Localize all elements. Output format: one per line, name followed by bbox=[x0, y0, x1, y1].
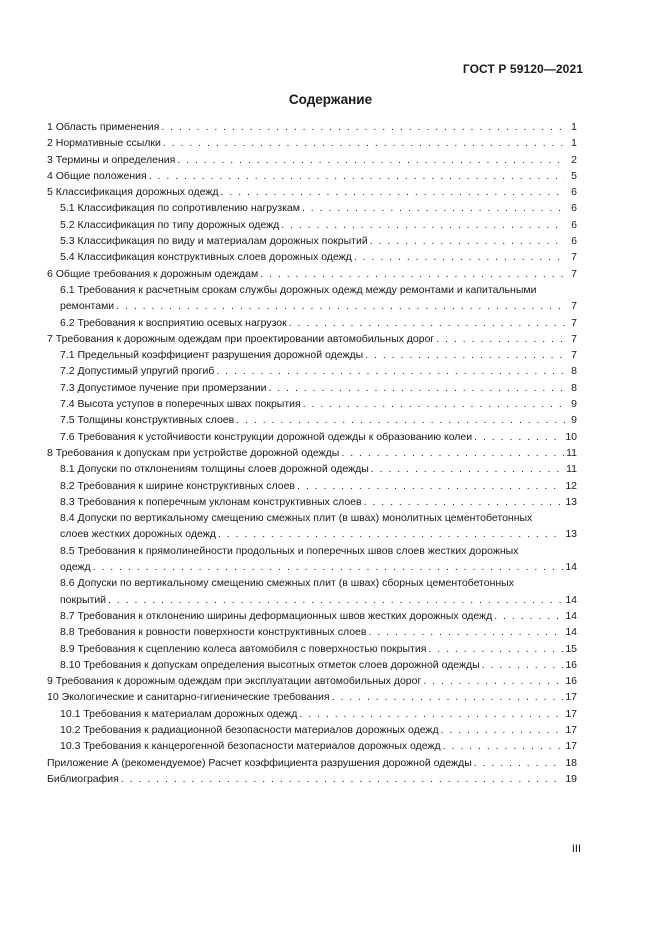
toc-entry-page: 14 bbox=[565, 593, 577, 606]
table-of-contents bbox=[47, 119, 577, 787]
toc-entry[interactable] bbox=[47, 771, 577, 787]
toc-entry-label-first-line: 8.6 Допуски по вертикальному смещению смежных плит (в швах) сборных цементобетонных bbox=[60, 577, 514, 590]
toc-entry[interactable] bbox=[47, 168, 577, 184]
toc-entry-label: 3 Термины и определения bbox=[47, 153, 176, 166]
toc-entry-page: 6 bbox=[571, 186, 577, 199]
toc-entry-page: 18 bbox=[565, 756, 577, 769]
toc-entry[interactable] bbox=[47, 445, 577, 461]
dot-leader bbox=[163, 135, 565, 151]
toc-entry-page: 17 bbox=[565, 707, 577, 720]
toc-entry[interactable] bbox=[47, 315, 577, 331]
dot-leader bbox=[108, 592, 563, 608]
toc-entry-label: 1 Область применения bbox=[47, 121, 160, 133]
dot-leader bbox=[364, 494, 564, 510]
toc-entry-label: Приложение А (рекомендуемое) Расчет коэффициента разрушения дорожной одежды bbox=[47, 756, 472, 769]
toc-entry-page: 17 bbox=[565, 691, 577, 704]
toc-entry-label-first-line: 6.1 Требования к расчетным срокам службы дорожных одежд между ремонтами и капитальными bbox=[60, 283, 537, 296]
dot-leader bbox=[289, 315, 565, 331]
toc-entry-label: 5.4 Классификация конструктивных слоев дорожных одежд bbox=[60, 251, 352, 264]
toc-entry-page: 6 bbox=[571, 218, 577, 231]
toc-entry[interactable] bbox=[47, 233, 577, 249]
toc-entry-page: 6 bbox=[571, 235, 577, 248]
dot-leader bbox=[368, 624, 563, 640]
toc-entry-label: 5.3 Классификация по виду и материалам дорожных покрытий bbox=[60, 235, 368, 248]
toc-entry-label: 7.5 Толщины конструктивных слоев bbox=[60, 414, 235, 427]
toc-entry-label: 8.1 Допуски по отклонениям толщины слоев дорожной одежды bbox=[60, 463, 369, 476]
toc-entry[interactable] bbox=[47, 412, 577, 428]
toc-entry-label: 8.3 Требования к поперечным уклонам конструктивных слоев bbox=[60, 495, 362, 508]
toc-entry-label: 8 Требования к допускам при устройстве дорожной одежды bbox=[47, 446, 340, 459]
toc-entry-label-first-line: 8.4 Допуски по вертикальному смещению смежных плит (в швах) монолитных цементобетонных bbox=[60, 512, 533, 525]
toc-entry[interactable] bbox=[47, 641, 577, 657]
toc-entry[interactable] bbox=[47, 755, 577, 771]
toc-entry-page: 1 bbox=[571, 137, 577, 150]
toc-entry-page: 6 bbox=[571, 202, 577, 215]
dot-leader bbox=[443, 738, 564, 754]
toc-entry[interactable] bbox=[47, 478, 577, 494]
toc-entry[interactable] bbox=[47, 331, 577, 347]
toc-entry-page: 1 bbox=[571, 121, 577, 133]
toc-entry[interactable] bbox=[47, 689, 577, 705]
toc-entry[interactable] bbox=[47, 722, 577, 738]
toc-entry-page: 11 bbox=[566, 446, 577, 459]
toc-entry-page: 11 bbox=[566, 463, 577, 476]
dot-leader bbox=[281, 217, 565, 233]
dot-leader bbox=[303, 396, 565, 412]
dot-leader bbox=[116, 298, 565, 314]
toc-entry-label: 7.6 Требования к устойчивости конструкции дорожной одежды к образованию колеи bbox=[60, 430, 473, 443]
toc-entry-label: 8.2 Требования к ширине конструктивных слоев bbox=[60, 479, 295, 492]
toc-entry[interactable] bbox=[47, 706, 577, 722]
document-code: ГОСТ Р 59120—2021 bbox=[462, 62, 583, 76]
toc-entry-page: 13 bbox=[565, 528, 577, 541]
toc-entry-page: 17 bbox=[565, 740, 577, 753]
toc-entry-page: 7 bbox=[571, 251, 577, 264]
toc-entry[interactable] bbox=[47, 217, 577, 233]
toc-entry-page: 8 bbox=[571, 365, 577, 378]
dot-leader bbox=[121, 771, 563, 787]
page-number: III bbox=[571, 843, 581, 855]
dot-leader bbox=[482, 657, 564, 673]
toc-entry[interactable] bbox=[47, 266, 577, 282]
toc-entry-label: 5.1 Классификация по сопротивлению нагрузкам bbox=[60, 202, 300, 215]
toc-entry-page: 9 bbox=[571, 398, 577, 411]
dot-leader bbox=[341, 445, 564, 461]
dot-leader bbox=[260, 266, 565, 282]
toc-entry-label: 5 Классификация дорожных одежд bbox=[47, 186, 219, 199]
toc-entry-label: 7.4 Высота уступов в поперечных швах покрытия bbox=[60, 398, 301, 411]
toc-entry-page: 13 bbox=[565, 495, 577, 508]
toc-entry[interactable] bbox=[47, 575, 577, 608]
toc-entry-label: 6 Общие требования к дорожным одеждам bbox=[47, 267, 259, 280]
toc-entry-page: 8 bbox=[571, 381, 577, 394]
dot-leader bbox=[428, 641, 563, 657]
toc-entry-label: 5.2 Классификация по типу дорожных одежд bbox=[60, 218, 280, 231]
dot-leader bbox=[354, 249, 565, 265]
dot-leader bbox=[221, 184, 565, 200]
dot-leader bbox=[370, 233, 565, 249]
toc-entry[interactable] bbox=[47, 461, 577, 477]
toc-entry-page: 9 bbox=[571, 414, 577, 427]
dot-leader bbox=[423, 673, 563, 689]
toc-entry[interactable] bbox=[47, 494, 577, 510]
toc-entry-label: 7.1 Предельный коэффициент разрушения дорожной одежды bbox=[60, 349, 364, 362]
toc-entry-page: 7 bbox=[571, 267, 577, 280]
dot-leader bbox=[332, 689, 564, 705]
toc-entry[interactable] bbox=[47, 510, 577, 543]
toc-entry-page: 16 bbox=[565, 675, 577, 688]
toc-entry[interactable] bbox=[47, 673, 577, 689]
toc-entry[interactable] bbox=[47, 429, 577, 445]
toc-entry-label-first-line: 8.5 Требования к прямолинейности продольных и поперечных швов слоев жестких дорожных bbox=[60, 544, 519, 557]
toc-entry[interactable] bbox=[47, 282, 577, 315]
toc-entry-label: 8.10 Требования к допускам определения высотных отметок слоев дорожной одежды bbox=[60, 658, 480, 671]
dot-leader bbox=[268, 380, 565, 396]
toc-entry-page: 10 bbox=[565, 430, 577, 443]
toc-entry-page: 15 bbox=[565, 642, 577, 655]
toc-entry-label: 7.2 Допустимый упругий прогиб bbox=[60, 365, 215, 378]
toc-entry-label: 10 Экологические и санитарно-гигиенические требования bbox=[47, 691, 330, 704]
toc-entry-label: 7.3 Допустимое пучение при промерзании bbox=[60, 381, 267, 394]
toc-entry-page: 7 bbox=[571, 300, 577, 313]
dot-leader bbox=[149, 168, 565, 184]
toc-entry[interactable] bbox=[47, 184, 577, 200]
toc-entry-label: Библиография bbox=[47, 772, 119, 785]
toc-entry-page: 14 bbox=[565, 609, 577, 622]
page-title: Содержание bbox=[288, 92, 373, 107]
dot-leader bbox=[299, 706, 563, 722]
toc-entry[interactable] bbox=[47, 152, 577, 168]
toc-entry[interactable] bbox=[47, 738, 577, 754]
dot-leader bbox=[371, 461, 564, 477]
toc-entry[interactable] bbox=[47, 396, 577, 412]
dot-leader bbox=[474, 755, 564, 771]
toc-entry-label: 4 Общие положения bbox=[47, 169, 147, 182]
toc-entry-label: 8.8 Требования к ровности поверхности конструктивных слоев bbox=[60, 626, 367, 639]
toc-entry[interactable] bbox=[47, 119, 577, 135]
dot-leader bbox=[161, 119, 565, 135]
toc-entry-page: 5 bbox=[571, 169, 577, 182]
toc-entry-page: 17 bbox=[565, 723, 577, 736]
toc-entry-label: одежд bbox=[60, 561, 91, 574]
dot-leader bbox=[177, 152, 565, 168]
toc-entry-label: 6.2 Требования к восприятию осевых нагрузок bbox=[60, 316, 287, 329]
toc-entry-label: 8.7 Требования к отклонению ширины деформационных швов жестких дорожных одежд bbox=[60, 609, 493, 622]
toc-entry-page: 12 bbox=[565, 479, 577, 492]
dot-leader bbox=[494, 608, 563, 624]
toc-entry-page: 19 bbox=[565, 772, 577, 785]
toc-entry[interactable] bbox=[47, 543, 577, 576]
toc-entry[interactable] bbox=[47, 347, 577, 363]
dot-leader bbox=[365, 347, 565, 363]
toc-entry-page: 7 bbox=[571, 316, 577, 329]
toc-entry-page: 7 bbox=[571, 332, 577, 345]
dot-leader bbox=[218, 526, 563, 542]
toc-entry-label: покрытий bbox=[60, 593, 107, 606]
toc-entry-label: 10.1 Требования к материалам дорожных одежд bbox=[60, 707, 298, 720]
toc-entry[interactable] bbox=[47, 380, 577, 396]
toc-entry[interactable] bbox=[47, 249, 577, 265]
dot-leader bbox=[441, 722, 564, 738]
toc-entry-label: слоев жестких дорожных одежд bbox=[60, 528, 216, 541]
toc-entry[interactable] bbox=[47, 135, 577, 151]
toc-entry[interactable] bbox=[47, 363, 577, 379]
toc-entry-page: 16 bbox=[565, 658, 577, 671]
toc-entry-label: 7 Требования к дорожным одеждам при проектировании автомобильных дорог bbox=[47, 332, 435, 345]
toc-entry[interactable] bbox=[47, 624, 577, 640]
toc-entry-page: 14 bbox=[565, 626, 577, 639]
dot-leader bbox=[302, 200, 565, 216]
toc-entry-label: ремонтами bbox=[60, 300, 115, 313]
dot-leader bbox=[436, 331, 565, 347]
dot-leader bbox=[236, 412, 565, 428]
toc-entry[interactable] bbox=[47, 608, 577, 624]
toc-entry-label: 10.3 Требования к канцерогенной безопасности материалов дорожных одежд bbox=[60, 740, 441, 753]
toc-entry-page: 14 bbox=[565, 561, 577, 574]
dot-leader bbox=[297, 478, 563, 494]
toc-entry-label: 8.9 Требования к сцеплению колеса автомобиля с поверхностью покрытия bbox=[60, 642, 427, 655]
dot-leader bbox=[216, 363, 565, 379]
toc-entry-page: 2 bbox=[571, 153, 577, 166]
dot-leader bbox=[93, 559, 564, 575]
toc-entry-label: 2 Нормативные ссылки bbox=[47, 137, 161, 150]
toc-entry[interactable] bbox=[47, 657, 577, 673]
toc-entry[interactable] bbox=[47, 200, 577, 216]
toc-entry-page: 7 bbox=[571, 349, 577, 362]
toc-entry-label: 10.2 Требования к радиационной безопасности материалов дорожных одежд bbox=[60, 723, 439, 736]
toc-entry-label: 9 Требования к дорожным одеждам при эксплуатации автомобильных дорог bbox=[47, 675, 422, 688]
dot-leader bbox=[474, 429, 563, 445]
